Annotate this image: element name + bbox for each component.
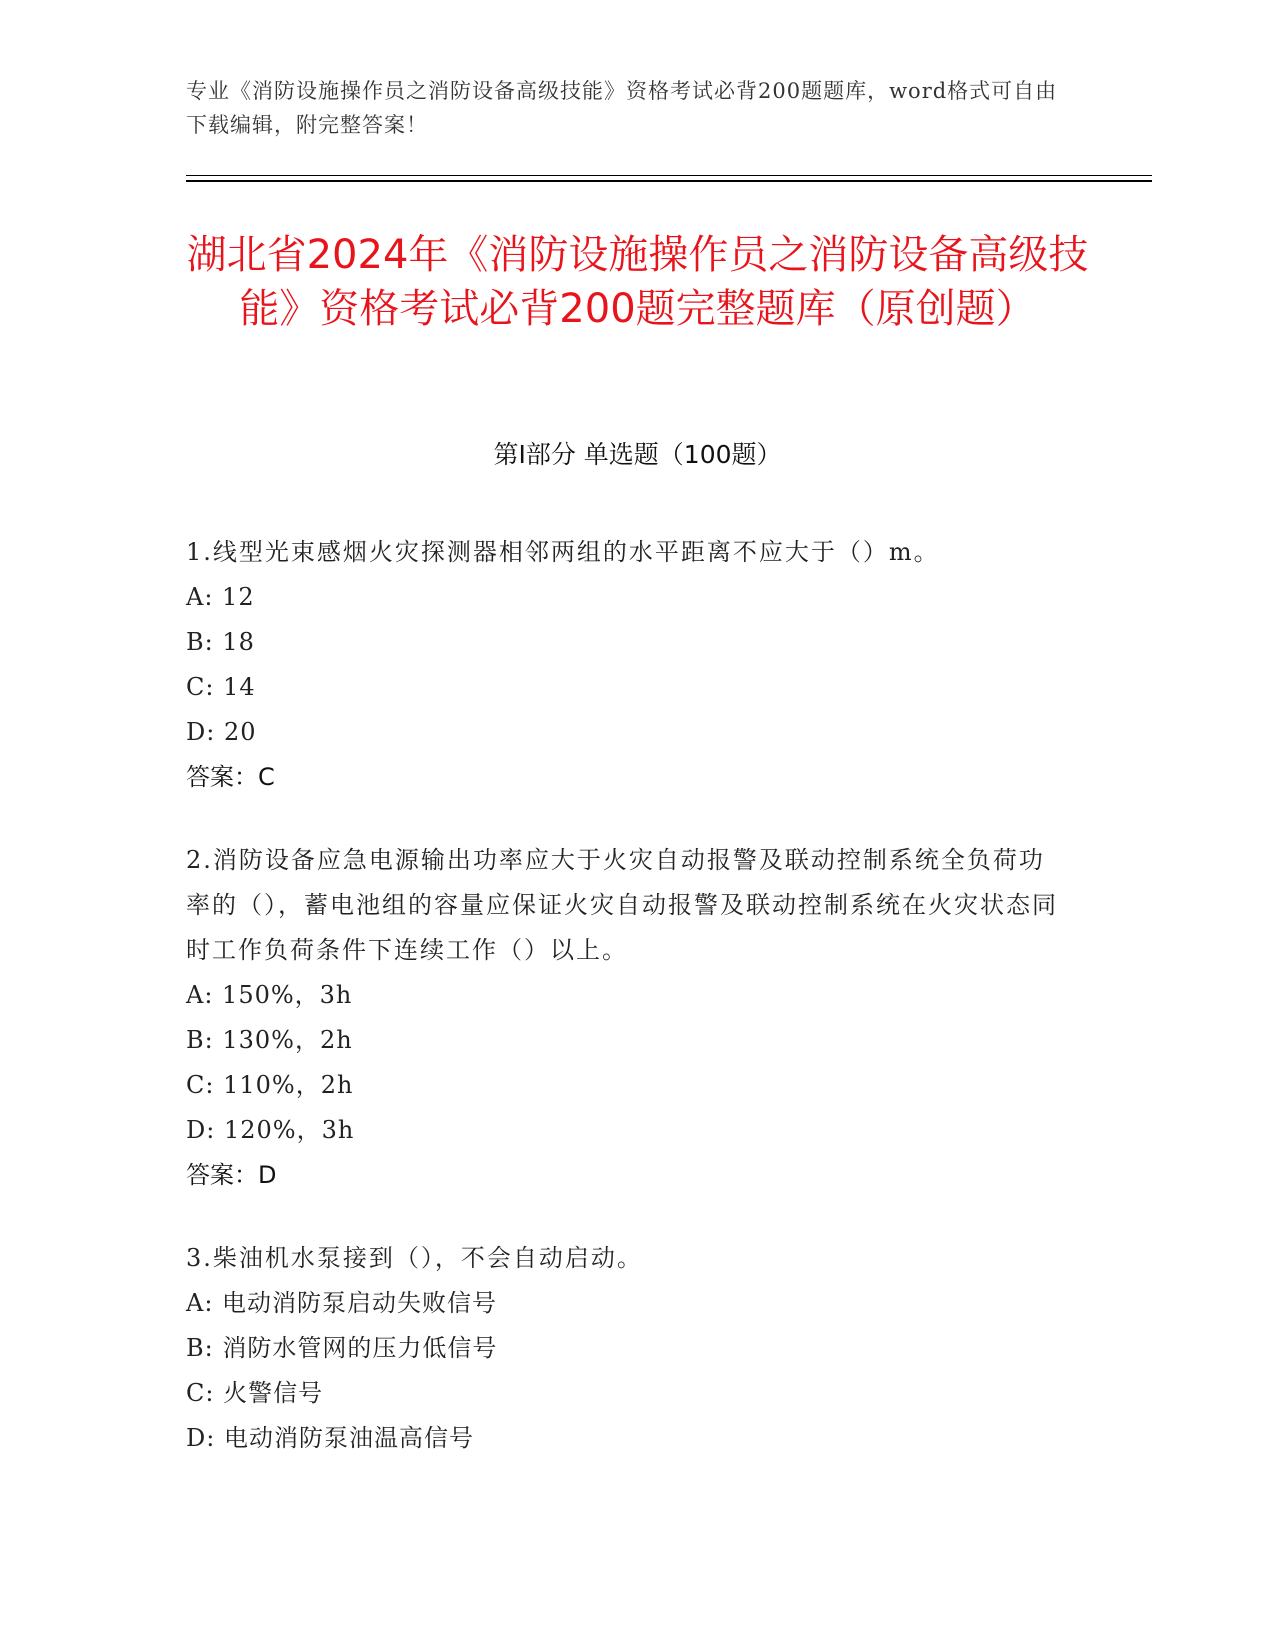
question-1 [186, 530, 1066, 800]
question-3 [186, 1236, 1066, 1461]
document-title: 湖北省2024年《消防设施操作员之消防设备高级技能》资格考试必背200题完整题库（原创题） [186, 232, 1089, 332]
answer: 答案：D [186, 1161, 277, 1189]
question-2 [186, 838, 1066, 1198]
question-list [186, 530, 1066, 1499]
option-b: B: 130%，2h [186, 1026, 353, 1054]
option-c: C: 火警信号 [186, 1379, 324, 1407]
option-b: B: 18 [186, 628, 255, 656]
header-divider-thin [186, 175, 1152, 176]
section-title: 第Ⅰ部分 单选题（100题） [493, 440, 782, 469]
option-a: A: 12 [186, 583, 255, 611]
question-stem: 3.柴油机水泵接到（），不会自动启动。 [186, 1244, 643, 1272]
question-stem: 1.线型光束感烟火灾探测器相邻两组的水平距离不应大于（）m。 [186, 538, 940, 566]
header-note: 专业《消防设施操作员之消防设备高级技能》资格考试必背200题题库，word格式可自由下载编辑，附完整答案！ [186, 79, 1058, 137]
option-c: C: 110%，2h [186, 1071, 354, 1099]
option-c: C: 14 [186, 673, 256, 701]
question-stem: 2.消防设备应急电源输出功率应大于火灾自动报警及联动控制系统全负荷功率的（），蓄电池组的容量应保证火灾自动报警及联动控制系统在火灾状态同时工作负荷条件下连续工作（）以上。 [186, 846, 1058, 964]
option-a: A: 150%，3h [186, 981, 353, 1009]
option-a: A: 电动消防泵启动失败信号 [186, 1289, 498, 1317]
answer: 答案：C [186, 763, 275, 791]
option-b: B: 消防水管网的压力低信号 [186, 1334, 498, 1362]
option-d: D: 20 [186, 718, 257, 746]
header-divider-thick [186, 180, 1152, 182]
option-d: D: 电动消防泵油温高信号 [186, 1424, 474, 1452]
option-d: D: 120%，3h [186, 1116, 355, 1144]
